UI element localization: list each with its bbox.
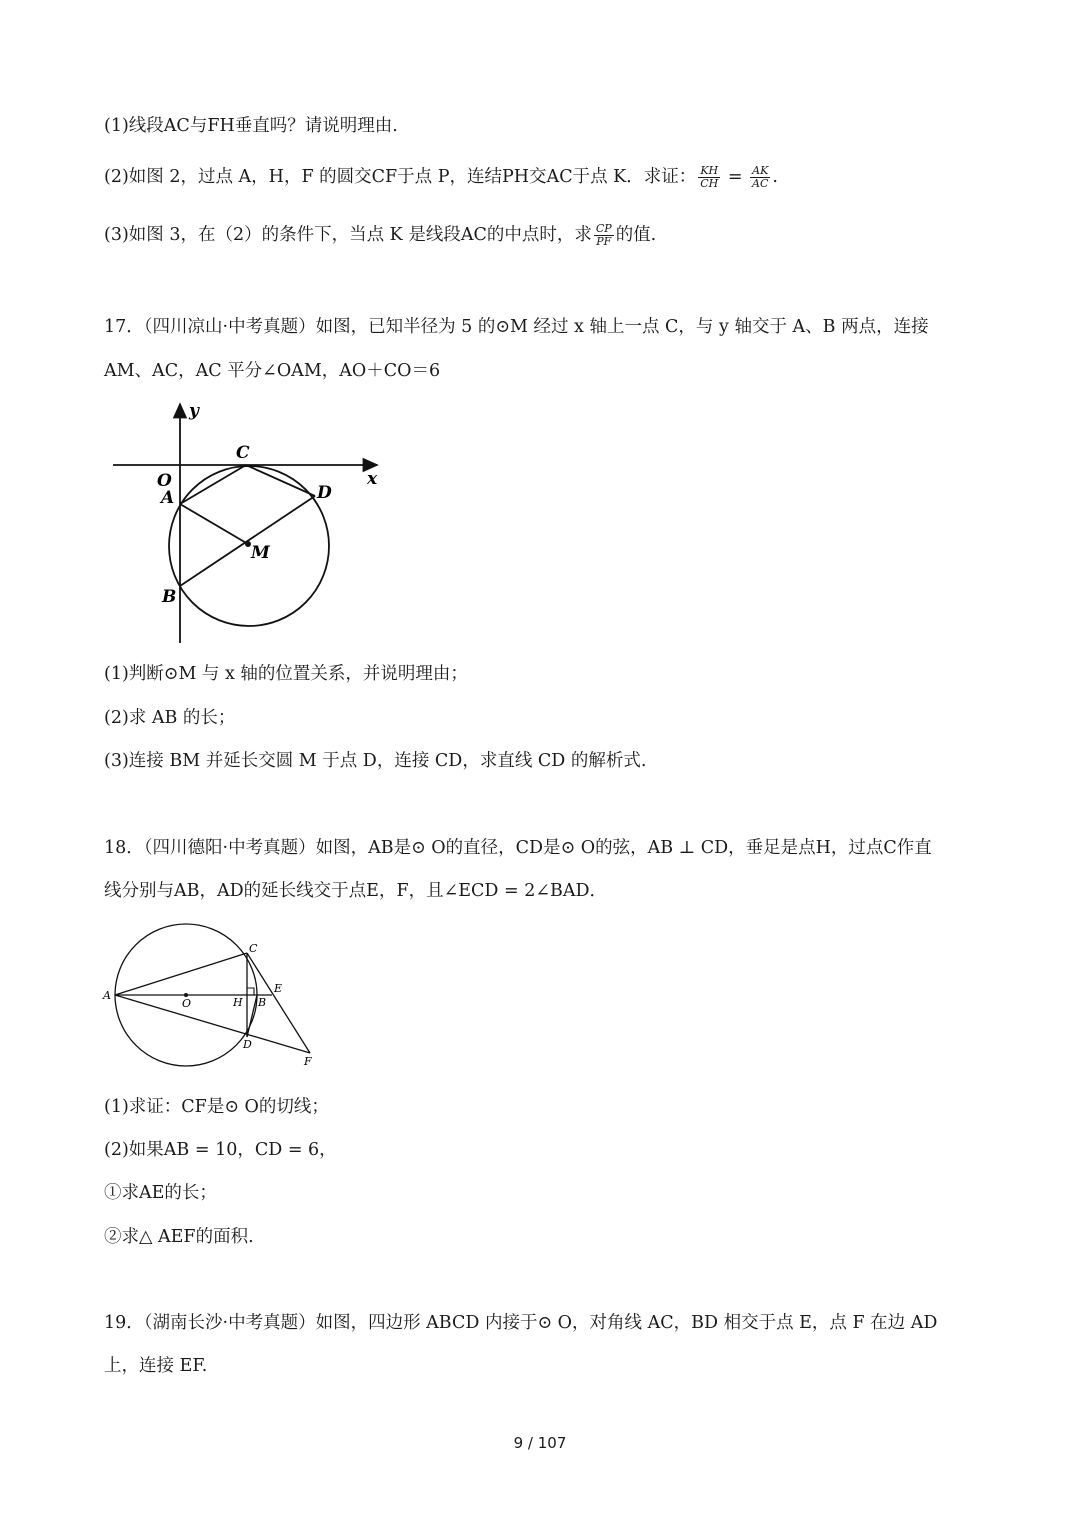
q17-figure bbox=[105, 398, 395, 648]
segment-af bbox=[115, 995, 310, 1053]
q17-sub1: (1)判断⊙M 与 x 轴的位置关系，并说明理由； bbox=[104, 664, 468, 684]
q18-stem-line2: 线分别与AB，AD的延长线交于点E，F，且∠ECD = 2∠BAD． bbox=[104, 881, 608, 901]
segment-bd bbox=[247, 995, 257, 1037]
q18-sub1: (1)求证：CF是⊙ O的切线； bbox=[104, 1097, 329, 1117]
fraction-kh-ch: $\frac{KH}{CH}$ bbox=[700, 164, 719, 190]
segment-ac bbox=[115, 953, 247, 995]
q17-stem-line1: 17．（四川凉山·中考真题）如图，已知半径为 5 的⊙M 经过 x 轴上一点 C，与 y 轴交于 A、B 两点，连接 bbox=[104, 317, 929, 337]
q16-part2: (2)如图 2，过点 A，H，F 的圆交CF于点 P，连结PH交AC于点 K．求证： $\frac{KH}{CH}$ = $\frac{AK}{AC}$ . bbox=[104, 164, 778, 190]
right-angle-mark bbox=[247, 988, 254, 995]
q18-sub2-part1: ①求AE的长； bbox=[104, 1183, 217, 1203]
label-d: D bbox=[243, 1038, 252, 1051]
segment-bd bbox=[180, 496, 315, 586]
label-h: H bbox=[233, 996, 243, 1009]
q18-sub2: (2)如果AB = 10，CD = 6， bbox=[104, 1140, 337, 1160]
q19-stem-line1: 19．（湖南长沙·中考真题）如图，四边形 ABCD 内接于⊙ O，对角线 AC，BD 相交于点 E，点 F 在边 AD bbox=[104, 1313, 938, 1333]
label-e: E bbox=[274, 982, 283, 995]
label-x: x bbox=[367, 469, 378, 489]
segment-ac bbox=[180, 465, 246, 504]
q16-part3: (3)如图 3，在（2）的条件下，当点 K 是线段AC的中点时，求 $\frac{CP}{PF}$ 的值. bbox=[104, 222, 657, 248]
q18-sub2-part2: ②求△ AEF的面积. bbox=[104, 1227, 254, 1247]
label-y: y bbox=[189, 401, 199, 421]
label-a: A bbox=[161, 488, 175, 508]
label-f: F bbox=[304, 1055, 312, 1068]
label-o: O bbox=[157, 471, 172, 491]
label-b: B bbox=[258, 996, 267, 1009]
q16-part3-text: (3)如图 3，在（2）的条件下，当点 K 是线段AC的中点时，求 bbox=[104, 225, 592, 245]
q18-figure bbox=[100, 920, 330, 1075]
page-number: 9 / 107 bbox=[513, 1434, 567, 1452]
q17-stem-line2: AM、AC，AC 平分∠OAM，AO＋CO＝6 bbox=[104, 361, 441, 381]
segment-cd bbox=[246, 465, 315, 496]
q17-sub2: (2)求 AB 的长； bbox=[104, 708, 236, 728]
label-m: M bbox=[251, 543, 270, 563]
fraction-ak-ac: $\frac{AK}{AC}$ bbox=[752, 164, 769, 190]
label-o: O bbox=[182, 997, 192, 1010]
q16-part1: (1)线段AC与FH垂直吗？请说明理由. bbox=[104, 116, 398, 136]
label-b: B bbox=[162, 587, 177, 607]
segment-am bbox=[180, 504, 248, 544]
fraction-cp-pf: $\frac{CP}{PF}$ bbox=[595, 222, 612, 248]
q19-stem-line2: 上，连接 EF. bbox=[104, 1356, 208, 1376]
q17-sub3: (3)连接 BM 并延长交圆 M 于点 D，连接 CD，求直线 CD 的解析式. bbox=[104, 751, 647, 771]
label-c: C bbox=[249, 942, 258, 955]
label-a: A bbox=[103, 989, 111, 1002]
equals-sign: = bbox=[722, 167, 749, 187]
label-d: D bbox=[317, 483, 332, 503]
label-c: C bbox=[236, 443, 250, 463]
q16-part2-text: (2)如图 2，过点 A，H，F 的圆交CF于点 P，连结PH交AC于点 K．求证： bbox=[104, 167, 697, 187]
q18-stem-line1: 18．（四川德阳·中考真题）如图，AB是⊙ O的直径，CD是⊙ O的弦，AB ⊥ CD，垂足是点H，过点C作直 bbox=[104, 838, 932, 858]
